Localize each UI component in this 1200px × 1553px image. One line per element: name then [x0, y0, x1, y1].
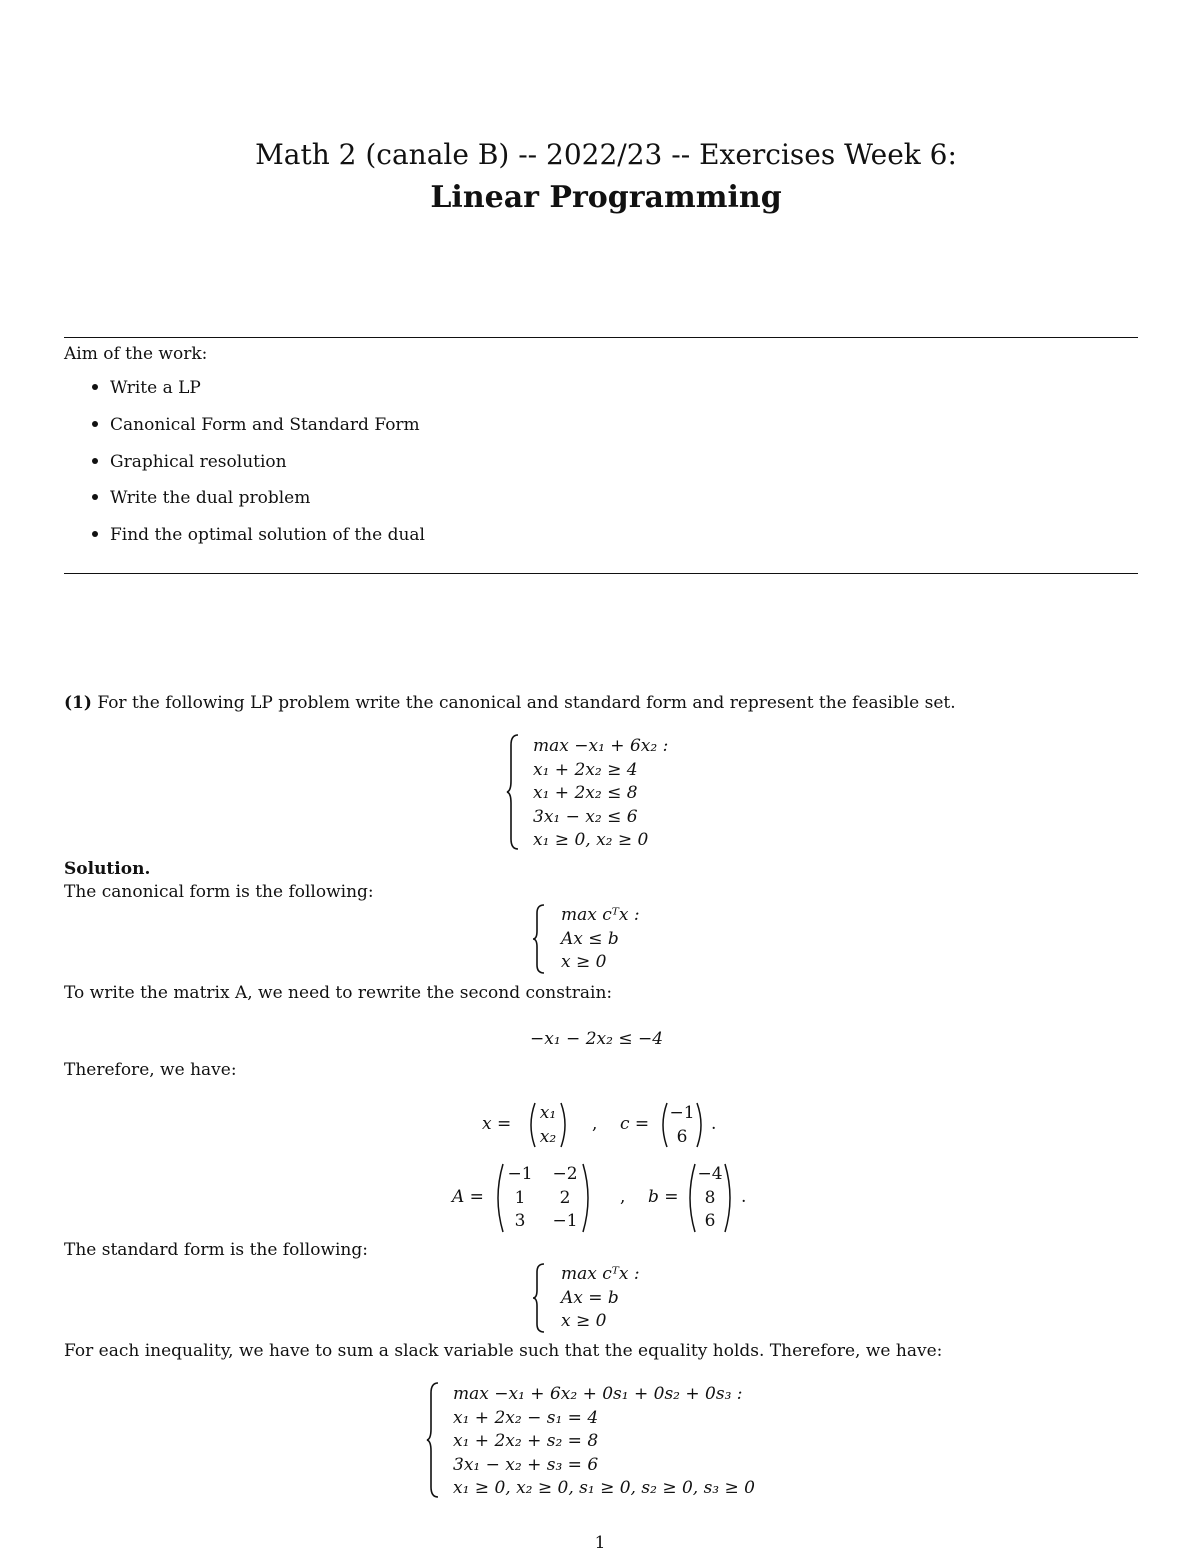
exercise-prompt	[64, 693, 956, 713]
period: .	[741, 1187, 747, 1207]
bullet-icon	[92, 384, 98, 390]
canonical-form-system	[561, 904, 640, 975]
standard-nonnegativity: x ≥ 0	[561, 1311, 607, 1331]
exercise-number: (1)	[64, 693, 92, 713]
rewritten-constraint: −x₁ − 2x₂ ≤ −4	[530, 1029, 664, 1049]
A-matrix-entry: −1	[552, 1211, 578, 1231]
b-vector-entry: −4	[697, 1164, 723, 1184]
aim-item: Write a LP	[92, 378, 201, 398]
lp-objective: max −x₁ + 6x₂ :	[533, 736, 669, 756]
standard-constraint: Ax = b	[561, 1287, 619, 1308]
comma-separator: ,	[592, 1114, 598, 1134]
solution-heading: Solution.	[64, 859, 151, 879]
A-matrix-entry: 3	[514, 1211, 526, 1231]
standard-form-system	[561, 1263, 640, 1334]
lp-constraint: x₁ + 2x₂ ≥ 4	[533, 759, 638, 780]
left-brace-icon	[506, 733, 520, 851]
A-matrix-entry: −1	[507, 1164, 533, 1184]
page-title-line2: Linear Programming	[430, 180, 782, 215]
A-matrix-entry: −2	[552, 1164, 578, 1184]
page-number: 1	[594, 1533, 606, 1553]
c-vector-entry: 6	[676, 1127, 688, 1147]
top-rule	[64, 337, 1138, 338]
comma-separator: ,	[620, 1187, 626, 1207]
canonical-nonnegativity: x ≥ 0	[561, 952, 607, 972]
A-matrix-entry: 1	[514, 1188, 526, 1208]
b-vector-entry: 8	[704, 1188, 716, 1208]
slack-objective: max −x₁ + 6x₂ + 0s₁ + 0s₂ + 0s₃ :	[453, 1384, 743, 1404]
A-matrix-entry: 2	[559, 1188, 571, 1208]
standard-objective: max cᵀx :	[561, 1264, 640, 1284]
bullet-icon	[92, 421, 98, 427]
canonical-intro: The canonical form is the following:	[64, 882, 374, 902]
slack-nonnegativity: x₁ ≥ 0, x₂ ≥ 0, s₁ ≥ 0, s₂ ≥ 0, s₃ ≥ 0	[453, 1478, 755, 1498]
slack-system	[453, 1383, 755, 1501]
left-brace-icon	[532, 1262, 546, 1334]
rewrite-intro: To write the matrix A, we need to rewrite the second constrain:	[64, 983, 613, 1003]
lp-nonnegativity: x₁ ≥ 0, x₂ ≥ 0	[533, 830, 649, 850]
bullet-icon	[92, 458, 98, 464]
b-label: b =	[648, 1187, 679, 1207]
aim-item: Graphical resolution	[92, 452, 287, 472]
aim-item: Find the optimal solution of the dual	[92, 525, 425, 545]
canonical-objective: max cᵀx :	[561, 905, 640, 925]
therefore-text: Therefore, we have:	[64, 1060, 237, 1080]
c-label: c =	[620, 1114, 650, 1134]
period: .	[711, 1114, 717, 1134]
c-vector-entry: −1	[669, 1103, 695, 1123]
slack-constraint: x₁ + 2x₂ − s₁ = 4	[453, 1407, 599, 1428]
lp-problem-system	[533, 735, 668, 853]
x-vector-entry: x₁	[539, 1103, 557, 1123]
bottom-rule	[64, 573, 1138, 574]
lp-constraint: x₁ + 2x₂ ≤ 8	[533, 783, 638, 803]
x-vector-entry: x₂	[539, 1127, 557, 1147]
slack-constraint: x₁ + 2x₂ + s₂ = 8	[453, 1431, 599, 1451]
lp-constraint: 3x₁ − x₂ ≤ 6	[533, 806, 638, 827]
exercise-text: For the following LP problem write the canonical and standard form and represent the feasible set.	[97, 693, 956, 713]
aim-item: Write the dual problem	[92, 488, 310, 508]
left-brace-icon	[532, 903, 546, 975]
canonical-constraint: Ax ≤ b	[561, 928, 619, 949]
x-label: x =	[482, 1114, 512, 1134]
slack-intro: For each inequality, we have to sum a slack variable such that the equality holds. Therefore, we have:	[64, 1341, 943, 1361]
aim-heading: Aim of the work:	[64, 344, 208, 364]
page-title-line1: Math 2 (canale B) -- 2022/23 -- Exercises Week 6:	[255, 138, 957, 171]
b-vector-entry: 6	[704, 1211, 716, 1231]
bullet-icon	[92, 531, 98, 537]
aim-item: Canonical Form and Standard Form	[92, 415, 420, 435]
bullet-icon	[92, 494, 98, 500]
standard-intro: The standard form is the following:	[64, 1240, 368, 1260]
left-brace-icon	[426, 1381, 440, 1499]
slack-constraint: 3x₁ − x₂ + s₃ = 6	[453, 1454, 599, 1475]
A-label: A =	[452, 1187, 484, 1207]
